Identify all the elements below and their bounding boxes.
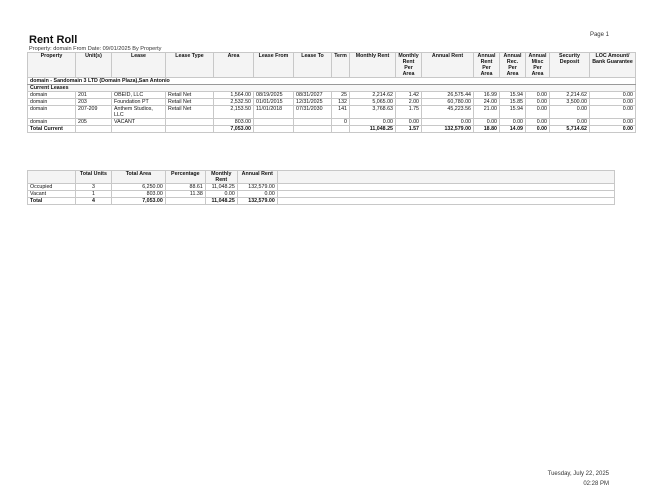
- cell: 132,579.00: [422, 126, 474, 133]
- cell: 0.00: [526, 92, 550, 99]
- cell: 132,579.00: [237, 184, 277, 191]
- cell: 6,250.00: [111, 184, 165, 191]
- col-header: Lease: [112, 53, 166, 78]
- cell: 11/01/2018: [254, 106, 294, 119]
- cell: 11.38: [165, 191, 205, 198]
- cell: 16.99: [474, 92, 500, 99]
- cell: [294, 119, 332, 126]
- cell: [76, 126, 112, 133]
- cell: 1,564.00: [214, 92, 254, 99]
- cell: domain: [28, 99, 76, 106]
- cell: 2,153.50: [214, 106, 254, 119]
- header-row: [28, 53, 636, 78]
- cell: 0.00: [396, 119, 422, 126]
- col-header: Property: [28, 53, 76, 78]
- section-title: Current Leases: [28, 85, 636, 92]
- cell: 21.00: [474, 106, 500, 119]
- cell: [166, 126, 214, 133]
- print-time: 02:28 PM: [583, 481, 609, 487]
- cell: 7,053.00: [214, 126, 254, 133]
- table-row: [28, 191, 615, 198]
- col-header: Monthly Rent Per Area: [396, 53, 422, 78]
- cell: 205: [76, 119, 112, 126]
- cell: OBEID, LLC: [112, 92, 166, 99]
- col-header: Total Area: [111, 171, 165, 184]
- cell: 88.61: [165, 184, 205, 191]
- cell: 07/31/2030: [294, 106, 332, 119]
- cell: Anthem Studios, LLC: [112, 106, 166, 119]
- cell: 15.94: [500, 106, 526, 119]
- cell: 0.00: [500, 119, 526, 126]
- col-header: Security Deposit: [550, 53, 590, 78]
- cell: 11,048.25: [350, 126, 396, 133]
- spacer: [277, 198, 614, 205]
- cell: [165, 198, 205, 205]
- cell: 0.00: [590, 126, 636, 133]
- cell: 0.00: [590, 92, 636, 99]
- cell: domain: [28, 92, 76, 99]
- col-header: Annual Rent: [422, 53, 474, 78]
- cell: 803.00: [214, 119, 254, 126]
- cell: 11,048.25: [205, 184, 237, 191]
- spacer: [277, 191, 614, 198]
- cell: Retail Net: [166, 92, 214, 99]
- cell: 7,053.00: [111, 198, 165, 205]
- summary-table: [27, 170, 615, 205]
- cell: 132,579.00: [237, 198, 277, 205]
- cell: VACANT: [112, 119, 166, 126]
- cell: 0.00: [590, 106, 636, 119]
- cell: Total: [28, 198, 76, 205]
- col-header: Monthly Rent: [205, 171, 237, 184]
- cell: 4: [75, 198, 111, 205]
- cell: 803.00: [111, 191, 165, 198]
- col-header: [28, 171, 76, 184]
- page-number: Page 1: [589, 32, 609, 38]
- cell: 25: [332, 92, 350, 99]
- spacer: [277, 171, 614, 184]
- total-row: [28, 198, 615, 205]
- cell: 3,500.00: [550, 99, 590, 106]
- cell: 0.00: [590, 99, 636, 106]
- cell: domain: [28, 119, 76, 126]
- cell: 1.42: [396, 92, 422, 99]
- cell: [112, 126, 166, 133]
- cell: [332, 126, 350, 133]
- cell: 08/19/2025: [254, 92, 294, 99]
- cell: 11,048.25: [205, 198, 237, 205]
- col-header: Annual Rec. Per Area: [500, 53, 526, 78]
- table-row: [28, 184, 615, 191]
- group-row: [28, 78, 636, 85]
- cell: 2,532.50: [214, 99, 254, 106]
- cell: [254, 126, 294, 133]
- cell: [254, 119, 294, 126]
- cell: 14.09: [500, 126, 526, 133]
- cell: 2,214.62: [550, 92, 590, 99]
- cell: 132: [332, 99, 350, 106]
- cell: Total Current: [28, 126, 76, 133]
- cell: 0.00: [526, 119, 550, 126]
- cell: 15.94: [500, 92, 526, 99]
- cell: 08/31/2027: [294, 92, 332, 99]
- spacer: [277, 184, 614, 191]
- table-row: [28, 119, 636, 126]
- total-row: [28, 126, 636, 133]
- col-header: Term: [332, 53, 350, 78]
- cell: 203: [76, 99, 112, 106]
- cell: 26,575.44: [422, 92, 474, 99]
- cell: 1.57: [396, 126, 422, 133]
- col-header: Lease To: [294, 53, 332, 78]
- col-header: Area: [214, 53, 254, 78]
- cell: 141: [332, 106, 350, 119]
- section-row: [28, 85, 636, 92]
- cell: 0.00: [422, 119, 474, 126]
- cell: 01/01/2015: [254, 99, 294, 106]
- col-header: Lease Type: [166, 53, 214, 78]
- col-header: Monthly Rent: [350, 53, 396, 78]
- cell: 1: [75, 191, 111, 198]
- cell: Foundation PT: [112, 99, 166, 106]
- cell: 18.80: [474, 126, 500, 133]
- rent-roll-table: [27, 52, 636, 133]
- print-date: Tuesday, July 22, 2025: [547, 471, 609, 477]
- table-row: [28, 99, 636, 106]
- group-title: domain - Sandomain 3 LTD (Domain Plaza),San Antonio: [28, 78, 636, 85]
- cell: 0: [332, 119, 350, 126]
- cell: 0.00: [237, 191, 277, 198]
- cell: Occupied: [28, 184, 76, 191]
- cell: Vacant: [28, 191, 76, 198]
- cell: domain: [28, 106, 76, 119]
- cell: 60,780.00: [422, 99, 474, 106]
- col-header: Annual Misc Per Area: [526, 53, 550, 78]
- cell: 1.75: [396, 106, 422, 119]
- cell: 0.00: [474, 119, 500, 126]
- col-header: Percentage: [165, 171, 205, 184]
- col-header: Total Units: [75, 171, 111, 184]
- cell: 15.85: [500, 99, 526, 106]
- col-header: Annual Rent Per Area: [474, 53, 500, 78]
- cell: [294, 126, 332, 133]
- cell: 207-209: [76, 106, 112, 119]
- report-subtitle: Property: domain From Date: 09/01/2025 By Property: [29, 46, 162, 52]
- cell: 0.00: [205, 191, 237, 198]
- cell: 0.00: [526, 106, 550, 119]
- cell: 0.00: [526, 99, 550, 106]
- cell: Retail Net: [166, 106, 214, 119]
- col-header: Lease From: [254, 53, 294, 78]
- cell: 2.00: [396, 99, 422, 106]
- cell: 2,214.62: [350, 92, 396, 99]
- table-row: [28, 92, 636, 99]
- cell: 0.00: [590, 119, 636, 126]
- cell: 0.00: [550, 106, 590, 119]
- cell: 5,714.62: [550, 126, 590, 133]
- cell: 3,768.63: [350, 106, 396, 119]
- cell: 3: [75, 184, 111, 191]
- table-row: [28, 106, 636, 119]
- cell: 0.00: [350, 119, 396, 126]
- cell: 45,223.56: [422, 106, 474, 119]
- cell: 12/31/2025: [294, 99, 332, 106]
- cell: 5,065.00: [350, 99, 396, 106]
- col-header: LOC Amount/ Bank Guarantee: [590, 53, 636, 78]
- cell: Retail Net: [166, 99, 214, 106]
- cell: 0.00: [550, 119, 590, 126]
- cell: 24.00: [474, 99, 500, 106]
- col-header: Unit(s): [76, 53, 112, 78]
- cell: 201: [76, 92, 112, 99]
- cell: 0.00: [526, 126, 550, 133]
- summary-header-row: [28, 171, 615, 184]
- report-title: Rent Roll: [29, 34, 78, 46]
- cell: [166, 119, 214, 126]
- col-header: Annual Rent: [237, 171, 277, 184]
